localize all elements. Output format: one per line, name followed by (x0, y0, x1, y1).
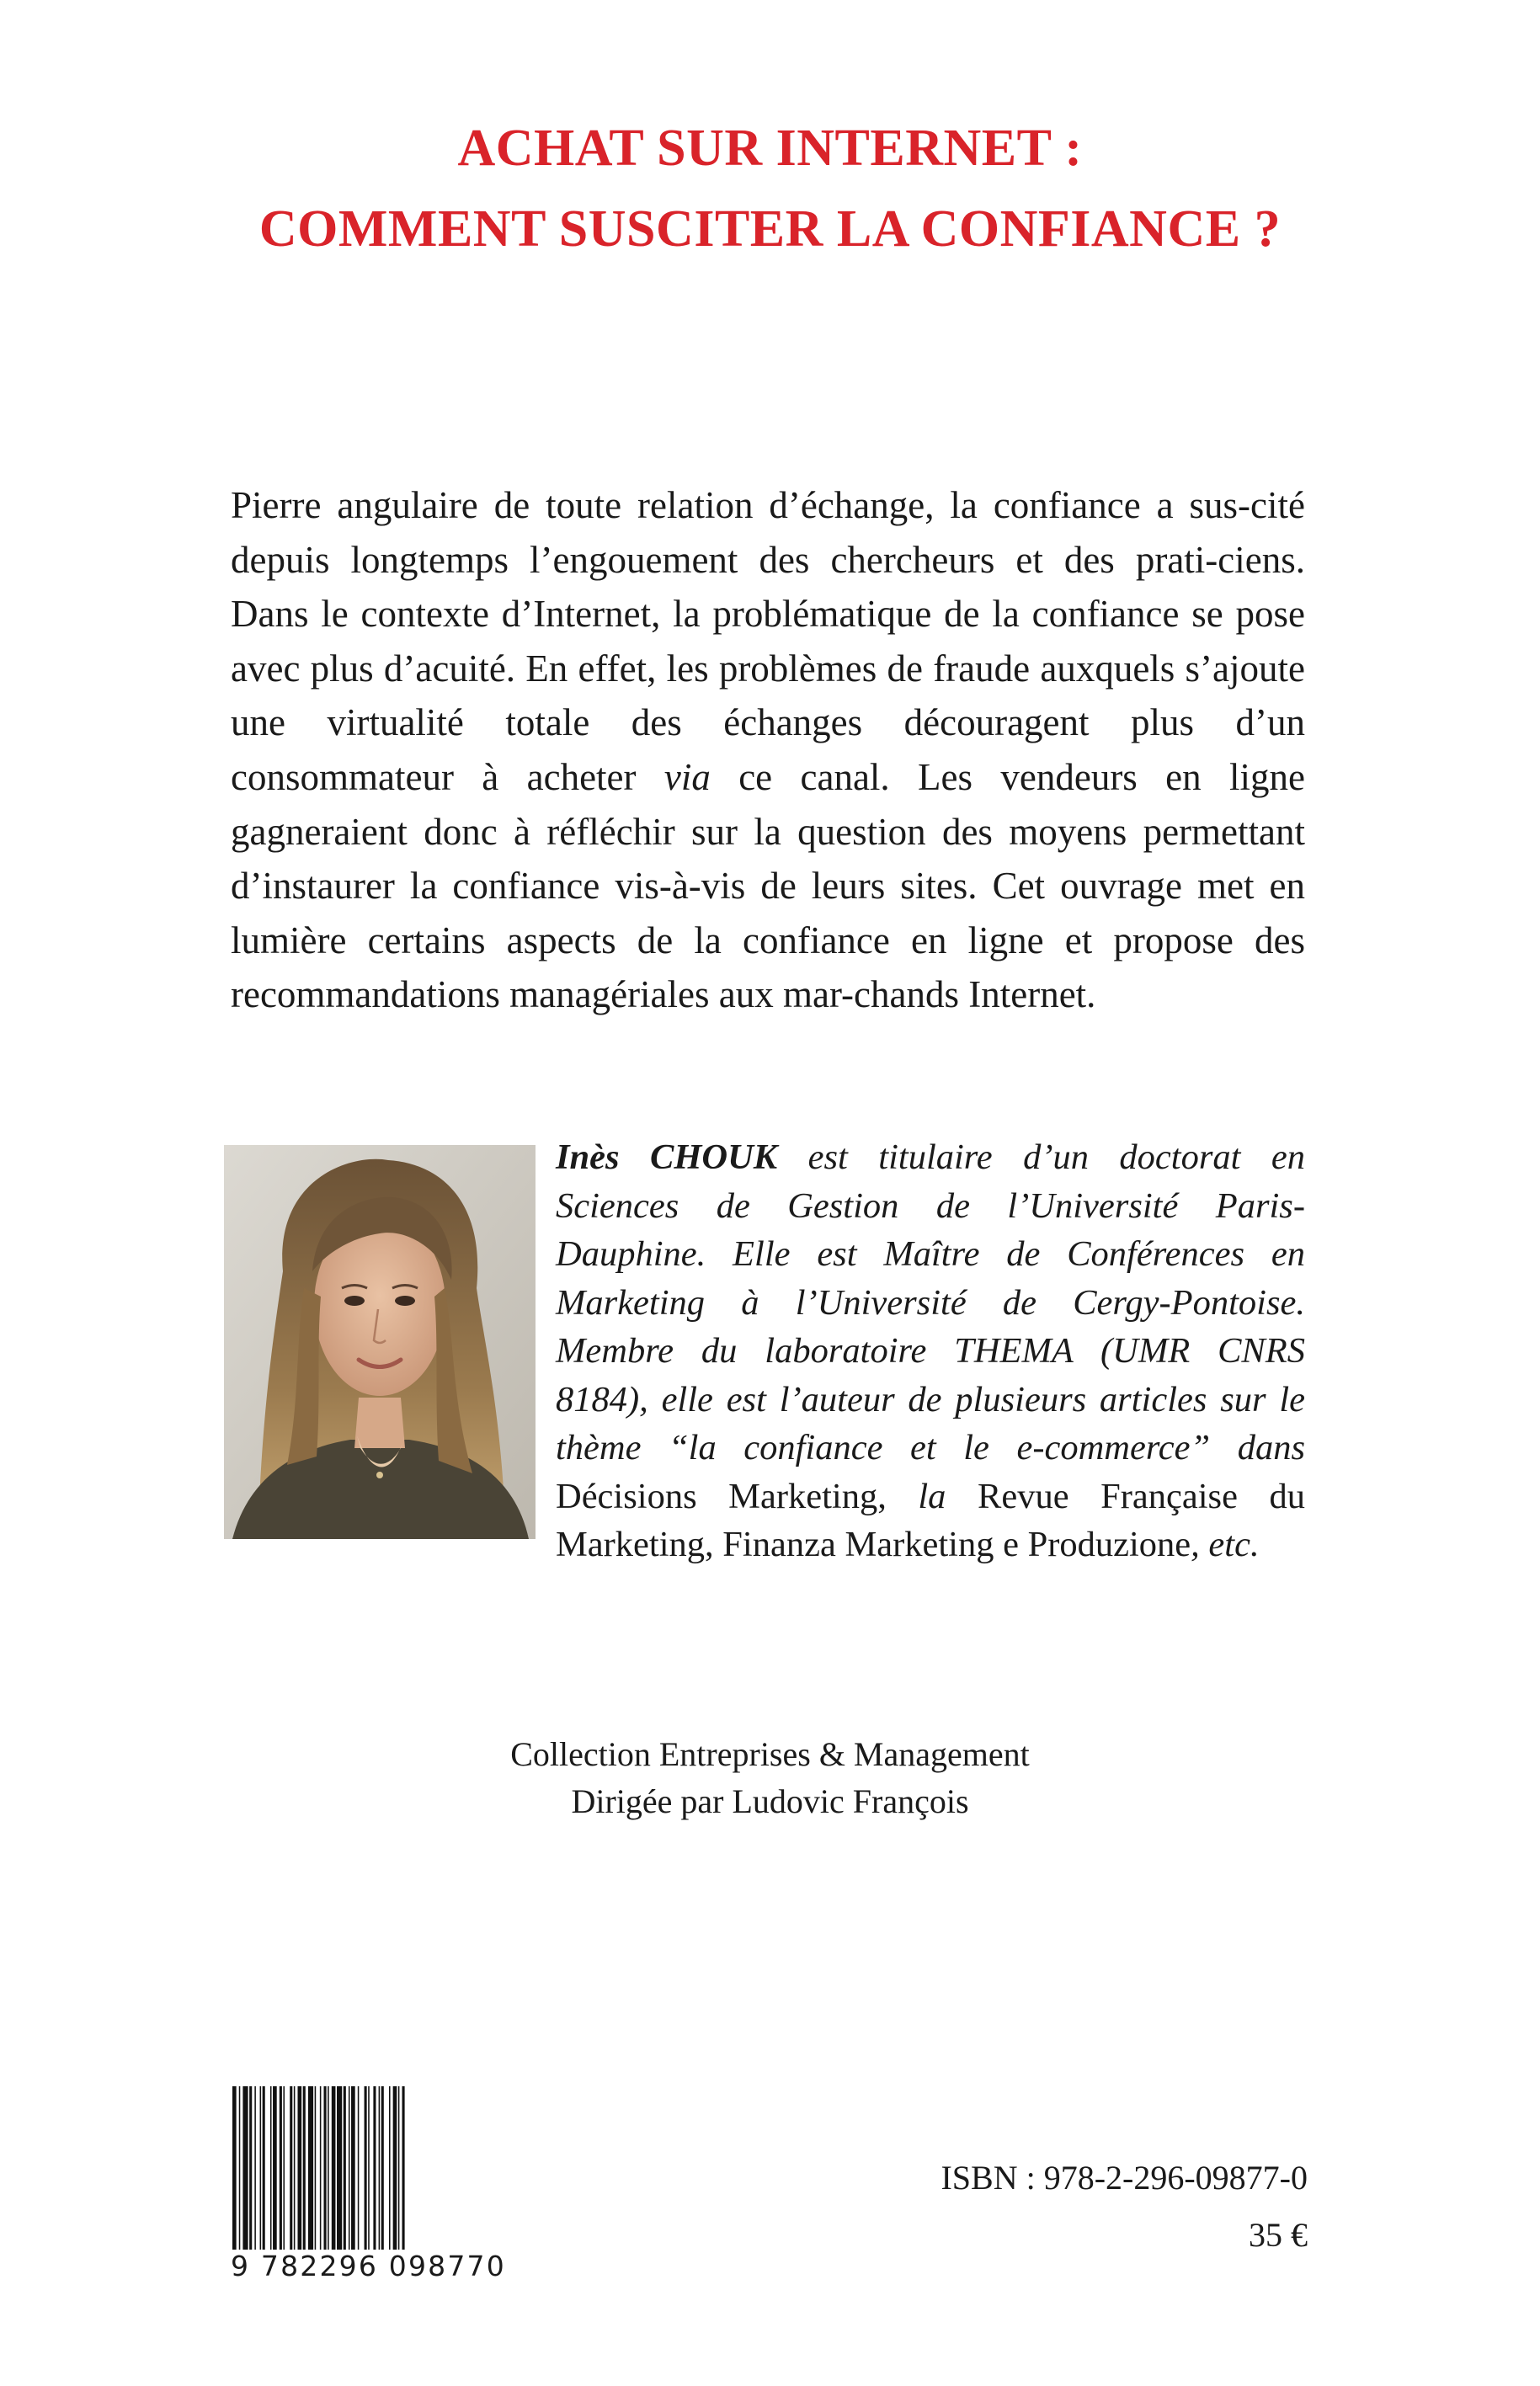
summary-text-part-1: Pierre angulaire de toute relation d’échange, la confiance a sus-cité depuis longtemps l’engouement des chercheurs et des prati-ciens. Dans le contexte d’Internet, la problématique de la confiance se pose avec plus d’acuité. En effet, les problèmes de fraude auxquels s’ajoute une virtualité totale des échanges découragent plus d’un consommateur à acheter (231, 484, 1305, 798)
price: 35 € (1249, 2216, 1308, 2254)
barcode-bar (283, 2086, 285, 2250)
author-name: Inès CHOUK (556, 1137, 778, 1177)
barcode-bar (398, 2086, 400, 2250)
barcode-bar (254, 2086, 256, 2250)
barcode-bar (320, 2086, 322, 2250)
barcode-digits: 9 782296 098770 (231, 2250, 506, 2282)
isbn-number: ISBN : 978-2-296-09877-0 (941, 2159, 1308, 2197)
barcode-bar (290, 2086, 292, 2250)
summary-emphasis-via: via (663, 755, 711, 798)
barcode-bar (294, 2086, 296, 2250)
book-title (0, 108, 1540, 269)
barcode-bar (381, 2086, 384, 2250)
book-summary (231, 478, 1305, 1022)
barcode-bar (358, 2086, 360, 2250)
barcode-bar (263, 2086, 265, 2250)
barcode-bar (232, 2086, 237, 2250)
barcode-bars (231, 2086, 500, 2250)
title-line-2: COMMENT SUSCITER LA CONFIANCE ? (258, 200, 1282, 258)
barcode-bar (280, 2086, 282, 2250)
barcode-bar (324, 2086, 327, 2250)
author-portrait-image (224, 1145, 536, 1539)
barcode-bar (328, 2086, 329, 2250)
barcode-bar (393, 2086, 397, 2250)
barcode-bar (298, 2086, 302, 2250)
author-biography (556, 1133, 1305, 1569)
barcode-bar (242, 2086, 248, 2250)
bio-text: est titulaire d’un doctorat en Sciences de Gestion de l’Université Paris-Dauphine. Elle est Maître de Conférences en Marketing à l’Université de Cergy-Pontoise. Membre du laboratoire THEMA (UMR CNRS 8184), elle est l’auteur de plusieurs articles sur le thème “la confiance et le e-commerce” dans (556, 1137, 1305, 1467)
barcode-bar (389, 2086, 391, 2250)
barcode-bar (368, 2086, 370, 2250)
barcode-bar (308, 2086, 313, 2250)
barcode-bar (260, 2086, 262, 2250)
barcode-bar (315, 2086, 317, 2250)
barcode-bar (349, 2086, 350, 2250)
author-photo (224, 1145, 536, 1539)
barcode-bar (239, 2086, 241, 2250)
journal-decisions-marketing: Décisions Marketing, (556, 1476, 887, 1516)
barcode-bar (303, 2086, 306, 2250)
barcode-bar (337, 2086, 342, 2250)
journal-revue-finanza: Revue Française du Marketing, Finanza Marketing e Produzione (556, 1476, 1305, 1564)
barcode (231, 2086, 500, 2250)
barcode-bar (373, 2086, 376, 2250)
title-line-1: ACHAT SUR INTERNET : (457, 120, 1083, 177)
barcode-bar (270, 2086, 272, 2250)
summary-text-part-2: ce canal. Les vendeurs en ligne gagneraient donc à réfléchir sur la question des moyens permettant d’instaurer la confiance vis-à-vis de leurs sites. Cet ouvrage met en lumière certains aspects de la confiance en ligne et propose des recommandations managériales aux mar-chands Internet. (231, 755, 1305, 1016)
barcode-bar (402, 2086, 405, 2250)
bio-article-la: la (886, 1476, 978, 1516)
barcode-bar (249, 2086, 252, 2250)
collection-name: Collection Entreprises & Management (510, 1735, 1030, 1773)
barcode-bar (344, 2086, 346, 2250)
barcode-bar (351, 2086, 355, 2250)
barcode-bar (365, 2086, 367, 2250)
collection-info (0, 1731, 1540, 1825)
barcode-bar (379, 2086, 381, 2250)
barcode-bar (332, 2086, 336, 2250)
barcode-bar (273, 2086, 277, 2250)
collection-director: Dirigée par Ludovic François (571, 1782, 969, 1820)
bio-etc: , etc. (1191, 1525, 1260, 1564)
